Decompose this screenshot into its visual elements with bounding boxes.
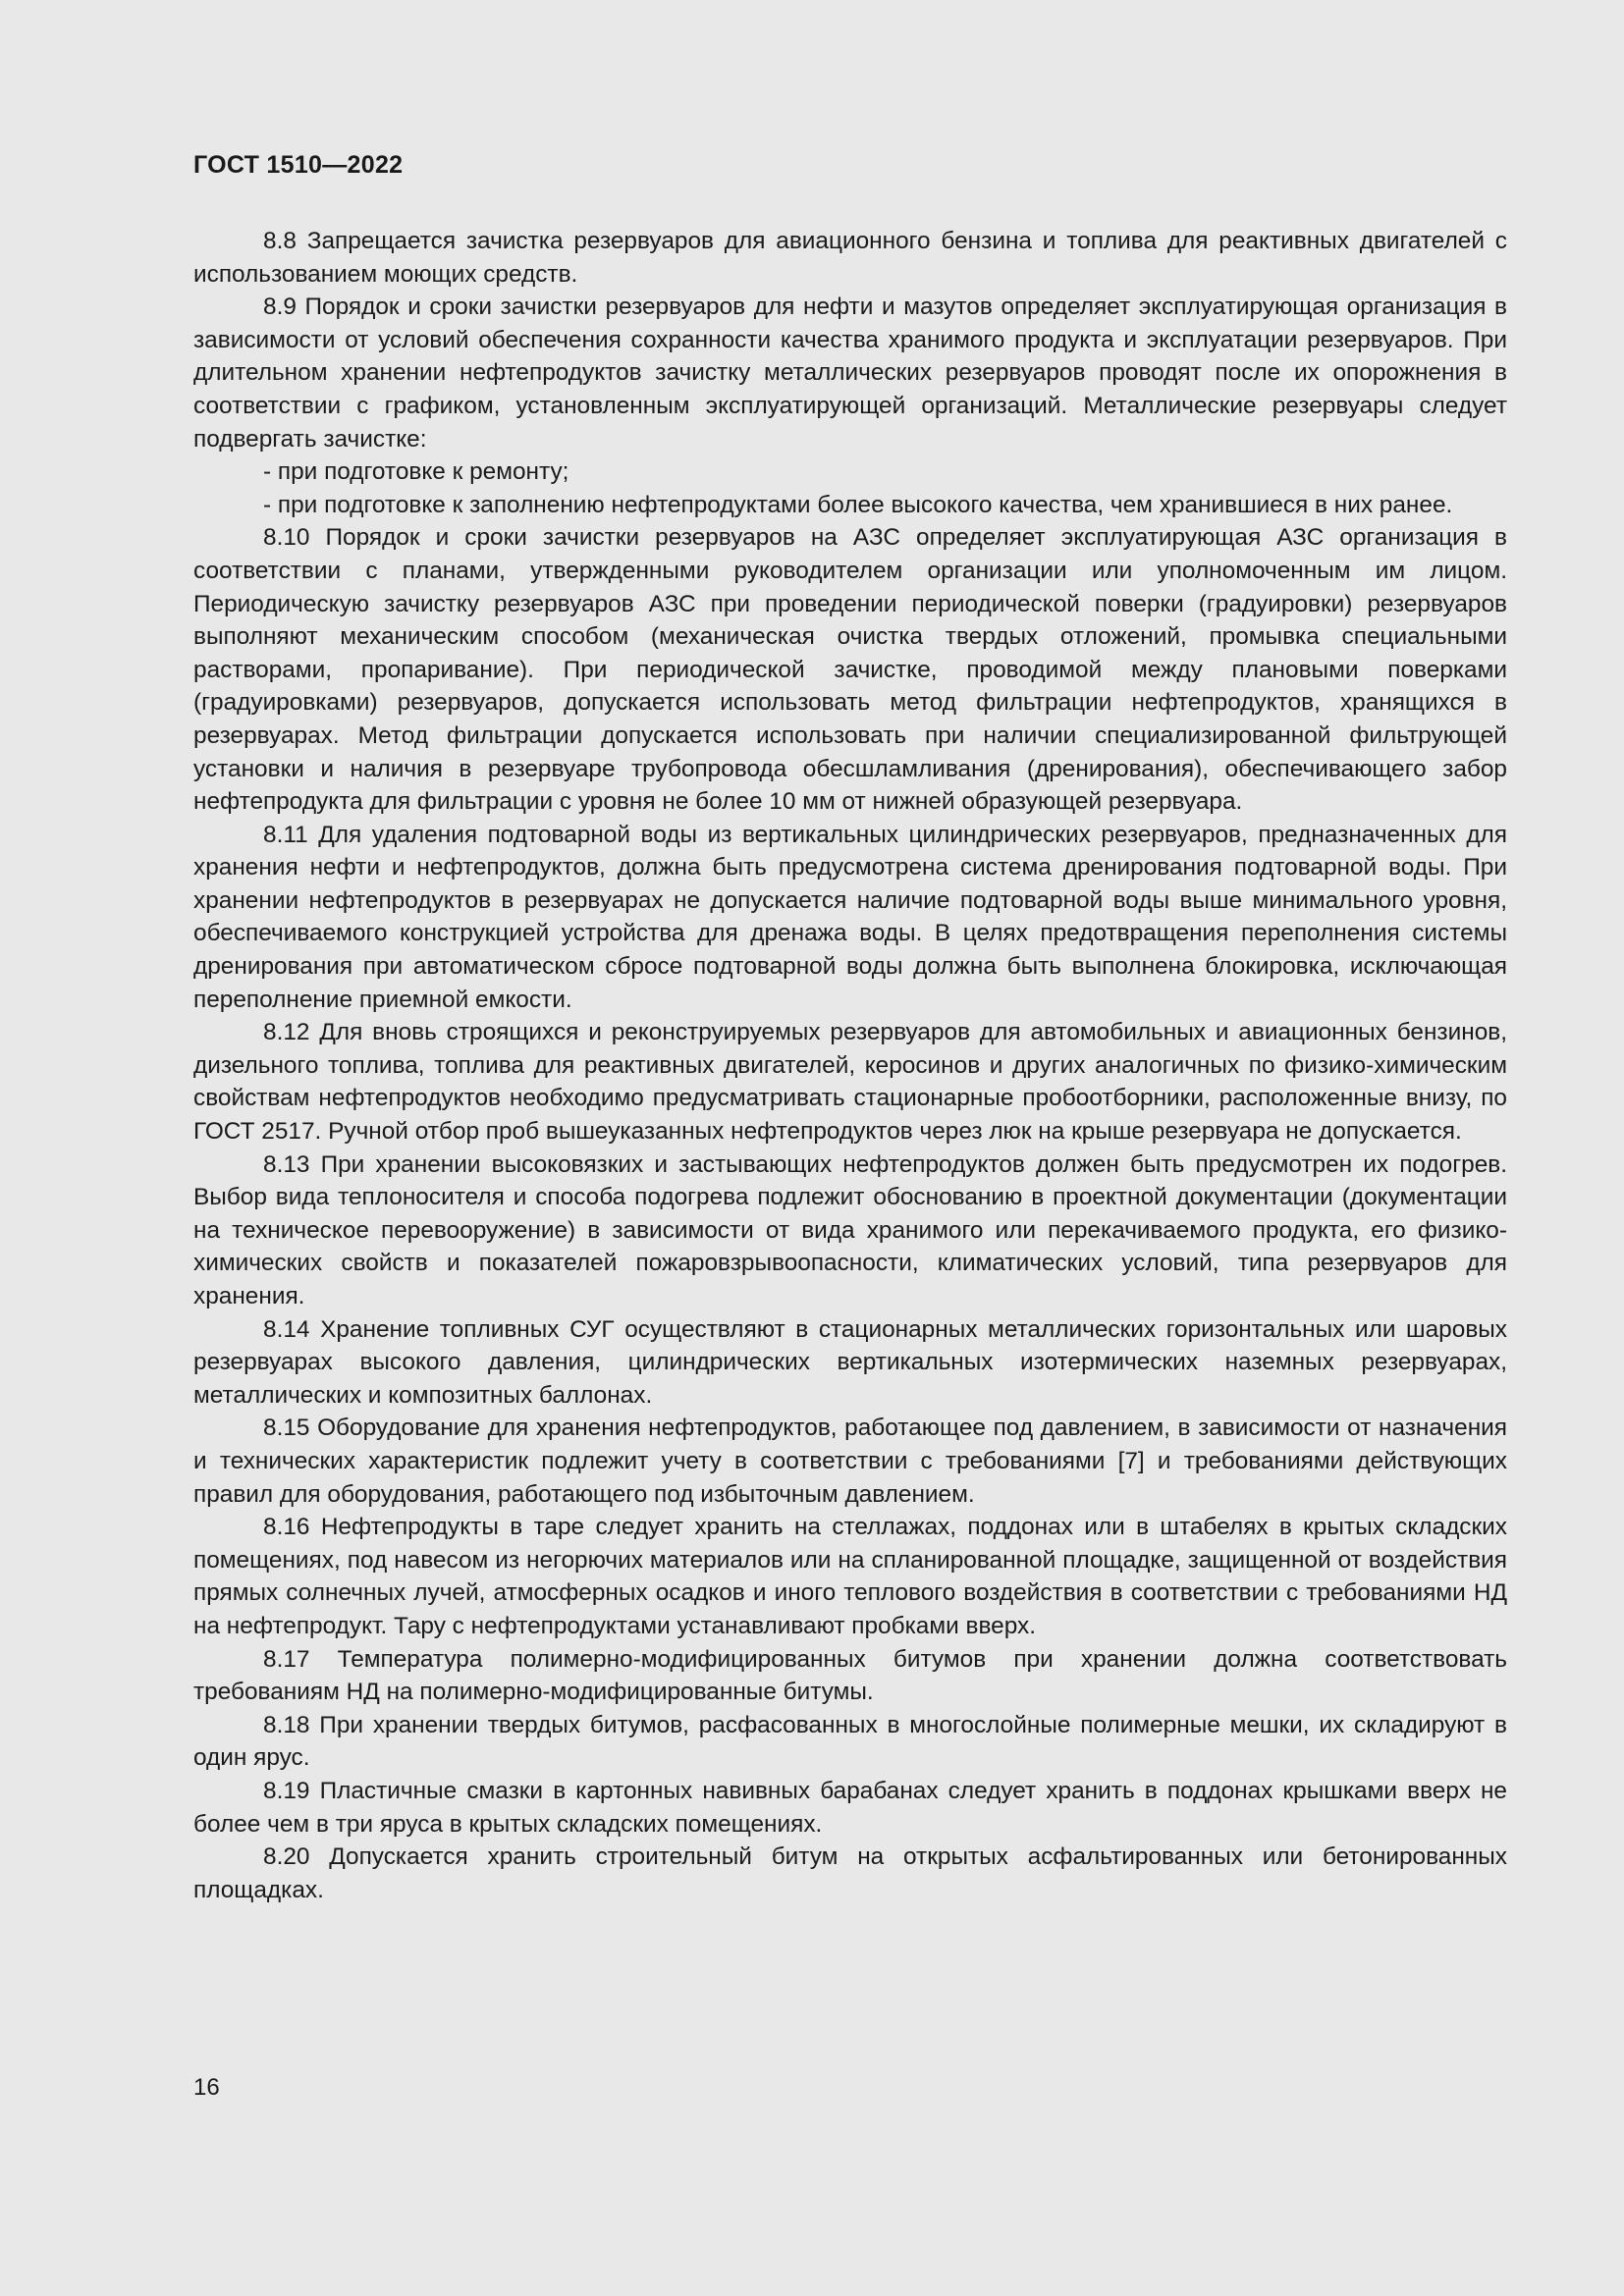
document-header: ГОСТ 1510—2022 [193, 151, 404, 179]
list-item: - при подготовке к ремонту; [263, 458, 569, 486]
paragraph-8-8: 8.8 Запрещается зачистка резервуаров для авиационного бензина и топлива для реактивных двигателей с использованием моющих средств. [193, 228, 1507, 288]
paragraph-8-11: 8.11 Для удаления подтоварной воды из вертикальных цилиндрических резервуаров, предназначенных для хранения нефти и нефтепродуктов, должна быть предусмотрена система дренирования подтоварной воды. При хранении нефтепродуктов в резервуарах не допускается наличие подтоварной воды выше минимального уровня, обеспечиваемого конструкцией устройства для дренажа воды. В целях предотвращения переполнения системы дренирования при автоматическом сбросе подтоварной воды должна быть выполнена блокировка, исключающая переполнение приемной емкости. [193, 821, 1507, 1013]
paragraph-8-16: 8.16 Нефтепродукты в таре следует хранить на стеллажах, поддонах или в штабелях в крытых складских помещениях, под навесом из негорючих материалов или на спланированной площадке, защищенной от воздействия прямых солнечных лучей, атмосферных осадков и иного теплового воздействия в соответствии с требованиями НД на нефтепродукт. Тару с нефтепродуктами устанавливают пробками вверх. [193, 1514, 1507, 1639]
paragraph-8-12: 8.12 Для вновь строящихся и реконструируемых резервуаров для автомобильных и авиационных бензинов, дизельного топлива, топлива для реактивных двигателей, керосинов и других аналогичных по физико-химическим свойствам нефтепродуктов необходимо предусматривать стационарные пробоотборники, расположенные внизу, по ГОСТ 2517. Ручной отбор проб вышеуказанных нефтепродуктов через люк на крыше резервуара не допускается. [193, 1019, 1507, 1146]
page-number: 16 [193, 2074, 220, 2101]
list-item: - при подготовке к заполнению нефтепродуктами более высокого качества, чем хранившиеся в них ранее. [263, 491, 1453, 518]
paragraph-8-13: 8.13 При хранении высоковязких и застывающих нефтепродуктов должен быть предусмотрен их подогрев. Выбор вида теплоносителя и способа подогрева подлежит обоснованию в проектной документации (документации на техническое перевооружение) в зависимости от вида хранимого или перекачиваемого продукта, его физико-химических свойств и показателей пожаровзрывоопасности, климатических условий, типа резервуаров для хранения. [193, 1150, 1507, 1309]
paragraph-8-17: 8.17 Температура полимерно-модифицированных битумов при хранении должна соответствовать требованиям НД на полимерно-модифицированные битумы. [193, 1645, 1507, 1706]
paragraph-8-20: 8.20 Допускается хранить строительный битум на открытых асфальтированных или бетонированных площадках. [193, 1843, 1507, 1903]
paragraph-8-18: 8.18 При хранении твердых битумов, расфасованных в многослойные полимерные мешки, их складируют в один ярус. [193, 1711, 1507, 1772]
paragraph-8-19: 8.19 Пластичные смазки в картонных навивных барабанах следует хранить в поддонах крышками вверх не более чем в три яруса в крытых складских помещениях. [193, 1777, 1507, 1838]
paragraph-8-9: 8.9 Порядок и сроки зачистки резервуаров для нефти и мазутов определяет эксплуатирующая организация в зависимости от условий обеспечения сохранности качества хранимого продукта и эксплуатации резервуаров. При длительном хранении нефтепродуктов зачистку металлических резервуаров проводят после их опорожнения в соответствии с графиком, установленным эксплуатирующей организаций. Металлические резервуары следует подвергать зачистке: [193, 294, 1507, 453]
paragraph-8-14: 8.14 Хранение топливных СУГ осуществляют в стационарных металлических горизонтальных или шаровых резервуарах высокого давления, цилиндрических вертикальных изотермических наземных резервуарах, металлических и композитных баллонах. [193, 1315, 1507, 1409]
document-body [193, 225, 1507, 1906]
paragraph-8-15: 8.15 Оборудование для хранения нефтепродуктов, работающее под давлением, в зависимости от назначения и технических характеристик подлежит учету в соответствии с требованиями [7] и требованиями действующих правил для оборудования, работающего под избыточным давлением. [193, 1415, 1507, 1508]
paragraph-8-10: 8.10 Порядок и сроки зачистки резервуаров на АЗС определяет эксплуатирующая АЗС организация в соответствии с планами, утвержденными руководителем организации или уполномоченным им лицом. Периодическую зачистку резервуаров АЗС при проведении периодической поверки (градуировки) резервуаров выполняют механическим способом (механическая очистка твердых отложений, промывка специальными растворами, пропаривание). При периодической зачистке, проводимой между плановыми поверками (градуировками) резервуаров, допускается использовать метод фильтрации нефтепродуктов, хранящихся в резервуарах. Метод фильтрации допускается использовать при наличии специализированной фильтрующей установки и наличия в резервуаре трубопровода обесшламливания (дренирования), обеспечивающего забор нефтепродукта для фильтрации с уровня не более 10 мм от нижней образующей резервуара. [193, 524, 1507, 816]
